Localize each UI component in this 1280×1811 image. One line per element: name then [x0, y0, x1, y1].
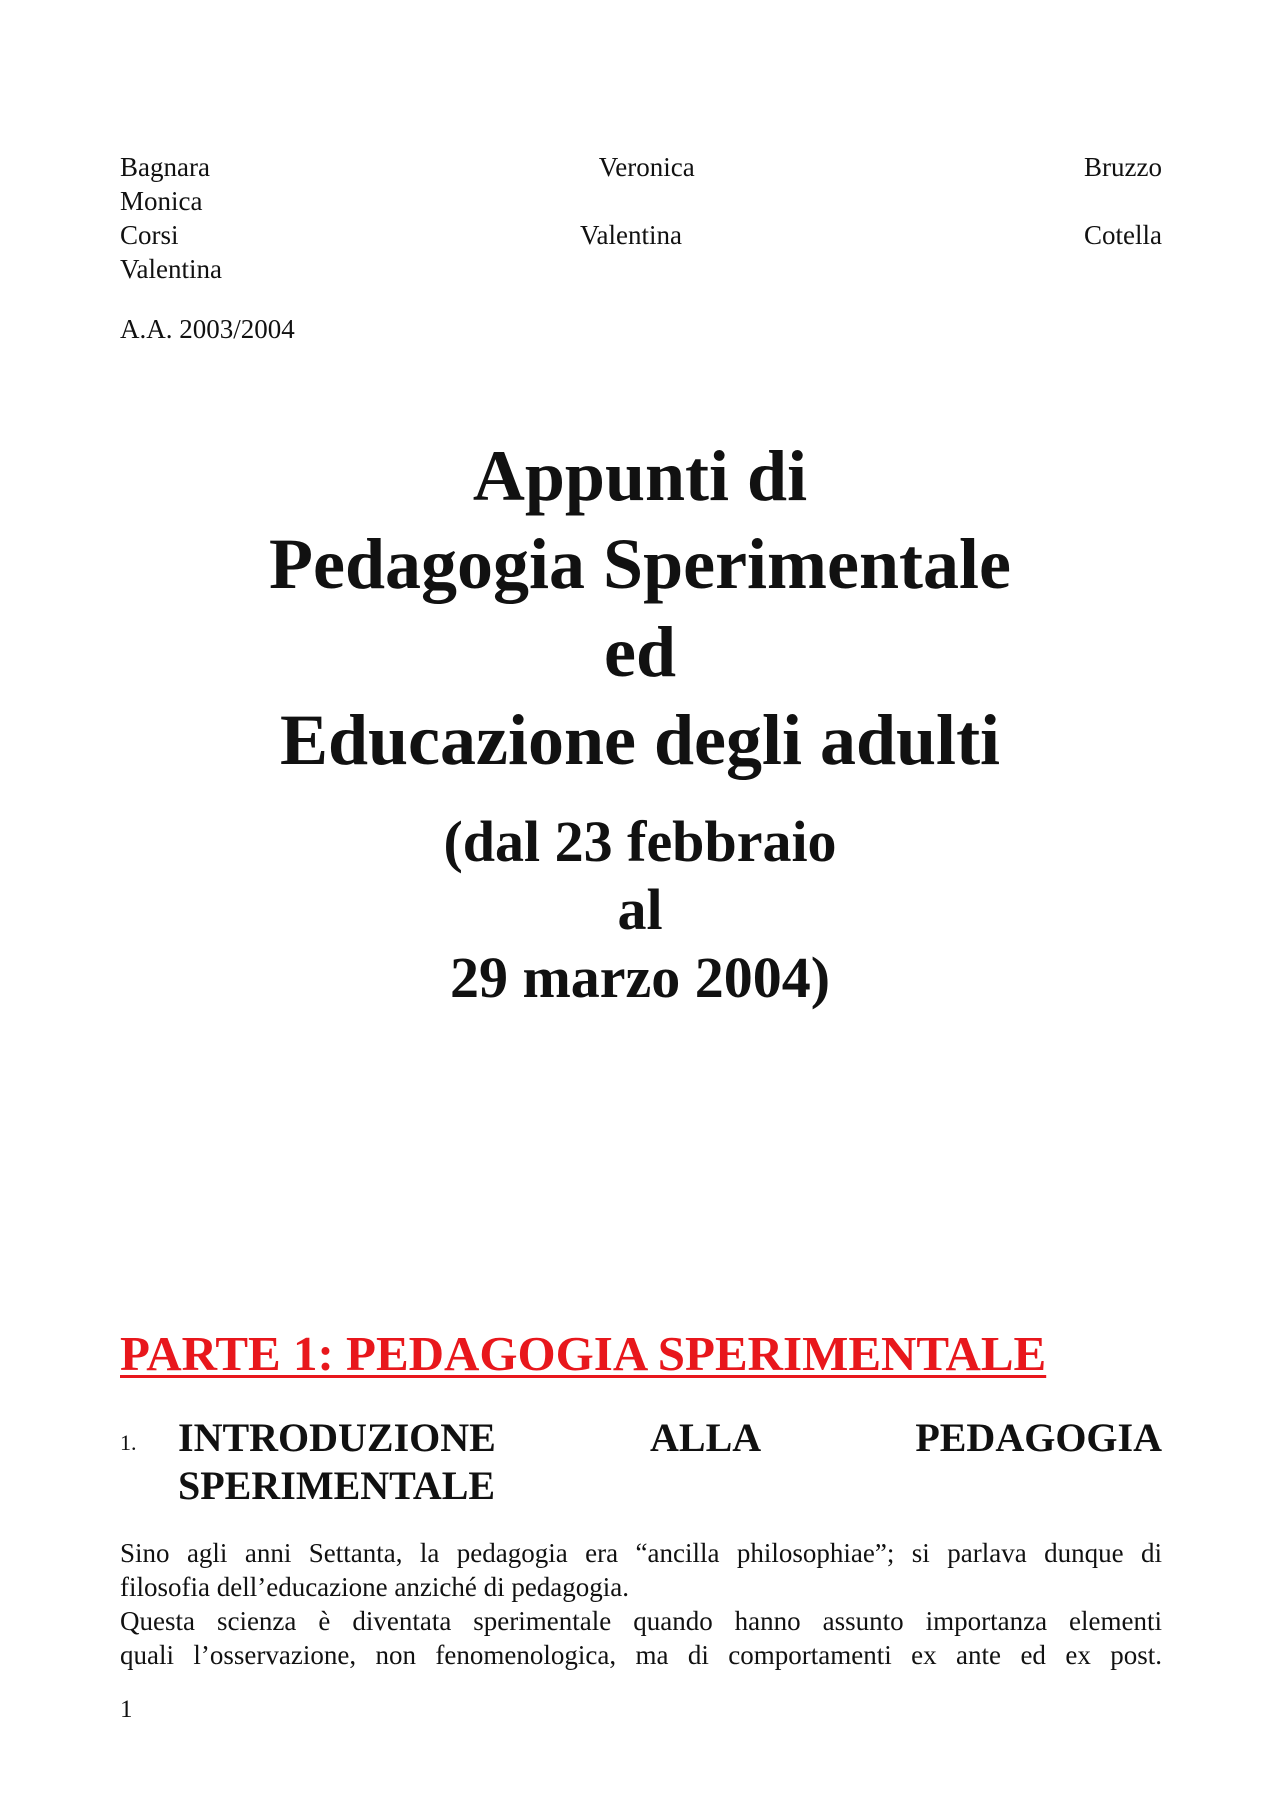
title-line-3: ed — [604, 612, 676, 692]
subtitle-line-1: (dal 23 febbraio — [443, 809, 837, 874]
document-subtitle — [0, 808, 1280, 1012]
subtitle-line-2: al — [617, 877, 663, 942]
subtitle-line-3: 29 marzo 2004) — [449, 945, 831, 1010]
author-bruzzo: Bruzzo — [1084, 152, 1162, 182]
body-line-4: quali l’osservazione, non fenomenologica, ma di comportamenti ex ante ed ex post. — [120, 1640, 1162, 1670]
academic-year: A.A. 2003/2004 — [120, 314, 295, 344]
author-line-1-continued: Monica — [120, 186, 203, 216]
part-heading: PARTE 1: PEDAGOGIA SPERIMENTALE — [120, 1326, 1047, 1381]
author-cotella: Cotella — [1084, 220, 1162, 250]
body-line-1: Sino agli anni Settanta, la pedagogia era “ancilla philosophiae”; si parlava dunque di — [120, 1538, 1162, 1568]
author-bagnara: Bagnara Veronica — [120, 152, 695, 182]
section-number: 1. — [120, 1430, 137, 1455]
section-heading-line-2: SPERIMENTALE — [178, 1463, 496, 1508]
author-line-1 — [120, 150, 1162, 184]
body-line-2: filosofia dell’educazione anziché di pedagogia. — [120, 1572, 630, 1602]
body-line-3: Questa scienza è diventata sperimentale quando hanno assunto importanza elementi — [120, 1606, 1162, 1636]
author-corsi: Corsi Valentina — [120, 220, 682, 250]
title-line-4: Educazione degli adulti — [279, 700, 1001, 780]
title-line-2: Pedagogia Sperimentale — [269, 524, 1011, 604]
document-title — [0, 432, 1280, 784]
title-line-1: Appunti di — [472, 436, 808, 516]
section-heading-line-1: INTRODUZIONE ALLA PEDAGOGIA — [178, 1415, 1162, 1460]
author-line-2 — [120, 218, 1162, 252]
page-number: 1 — [120, 1696, 133, 1723]
author-line-2-continued: Valentina — [120, 254, 222, 284]
